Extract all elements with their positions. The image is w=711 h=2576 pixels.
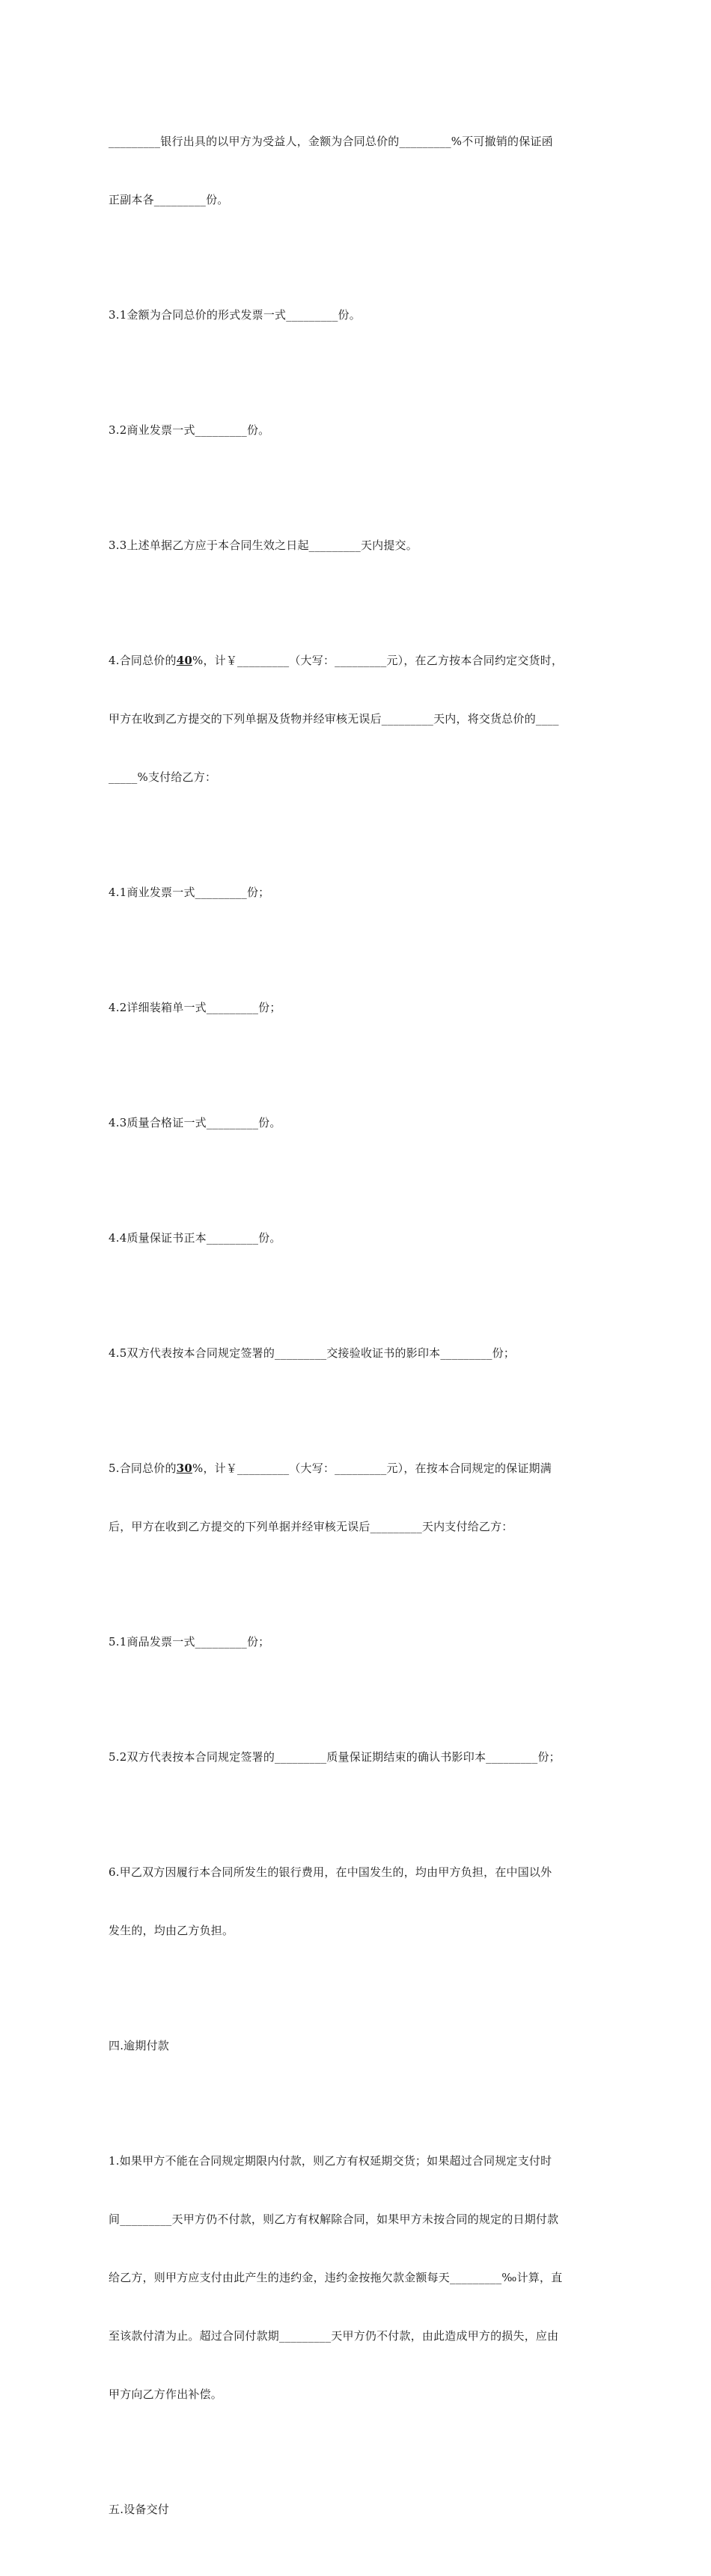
text-line: _____%支付给乙方： — [109, 770, 217, 784]
clause-4-2 — [109, 959, 606, 1056]
clause-4 — [109, 612, 606, 826]
clause-4-4 — [109, 1189, 606, 1287]
document-page — [109, 93, 606, 2576]
text-line: 给乙方，则甲方应支付由此产生的违约金，违约金按拖欠款金额每天_________‰计算，直 — [109, 2271, 563, 2284]
text-line: 3.1金额为合同总价的形式发票一式_________份。 — [109, 308, 361, 322]
text-segment: %，计￥_________（大写：_________元），在按本合同规定的保证期满 — [192, 1462, 552, 1475]
clause-3-2 — [109, 381, 606, 479]
text-line: 至该款付清为止。超过合同付款期_________天甲方仍不付款，由此造成甲方的损失，应由 — [109, 2329, 559, 2343]
text-line: 5.1商品发票一式_________份； — [109, 1635, 270, 1649]
text-line: 1.如果甲方不能在合同规定期限内付款，则乙方有权延期交货；如果超过合同规定支付时 — [109, 2154, 552, 2168]
text-line — [109, 651, 606, 670]
clause-5-1 — [109, 1593, 606, 1690]
clause-3-1 — [109, 266, 606, 364]
text-line: 4.3质量合格证一式_________份。 — [109, 1116, 281, 1129]
text-line: 3.3上述单据乙方应于本合同生效之日起_________天内提交。 — [109, 539, 418, 552]
text-segment: 5.合同总价的 — [109, 1462, 177, 1475]
text-line: 4.4质量保证书正本_________份。 — [109, 1231, 281, 1245]
percentage-value: 40 — [176, 654, 192, 667]
section-heading-equipment-delivery — [109, 2461, 606, 2558]
text-line: 后，甲方在收到乙方提交的下列单据并经审核无误后_________天内支付给乙方： — [109, 1520, 513, 1533]
text-line — [109, 1459, 606, 1478]
clause-4-1 — [109, 844, 606, 941]
text-line: 发生的，均由乙方负担。 — [109, 1924, 234, 1937]
text-segment: 4.合同总价的 — [109, 654, 177, 667]
clause-overdue-1 — [109, 2112, 606, 2443]
clause-6 — [109, 1824, 606, 1979]
clause-4-3 — [109, 1074, 606, 1171]
paragraph-guarantee-letter — [109, 93, 606, 248]
text-line: 4.1商业发票一式_________份； — [109, 886, 270, 899]
text-line: 6.甲乙双方因履行本合同所发生的银行费用，在中国发生的，均由甲方负担，在中国以外 — [109, 1865, 552, 1879]
clause-4-5 — [109, 1304, 606, 1402]
text-segment: %，计￥_________（大写：_________元），在乙方按本合同约定交货时， — [192, 654, 564, 667]
clause-3-3 — [109, 497, 606, 594]
text-line: 4.2详细装箱单一式_________份； — [109, 1001, 281, 1014]
clause-5-2 — [109, 1708, 606, 1806]
text-line: 5.2双方代表按本合同规定签署的_________质量保证期结束的确认书影印本_________份； — [109, 1750, 561, 1764]
text-line: 4.5双方代表按本合同规定签署的_________交接验收证书的影印本_________份； — [109, 1346, 516, 1360]
text-line: 正副本各_________份。 — [109, 193, 229, 206]
clause-5 — [109, 1420, 606, 1575]
text-line: 甲方向乙方作出补偿。 — [109, 2388, 223, 2401]
text-line: 3.2商业发票一式_________份。 — [109, 423, 270, 437]
section-heading-overdue-payment — [109, 1997, 606, 2094]
text-line: 五.设备交付 — [109, 2503, 169, 2516]
percentage-value: 30 — [176, 1462, 192, 1475]
text-line: 间_________天甲方仍不付款，则乙方有权解除合同，如果甲方未按合同的规定的日期付款 — [109, 2212, 559, 2226]
text-line: 四.逾期付款 — [109, 2039, 169, 2052]
text-line: _________银行出具的以甲方为受益人，金额为合同总价的_________%不可撤销的保证函 — [109, 135, 553, 148]
text-line: 甲方在收到乙方提交的下列单据及货物并经审核无误后_________天内，将交货总价的____ — [109, 712, 559, 726]
